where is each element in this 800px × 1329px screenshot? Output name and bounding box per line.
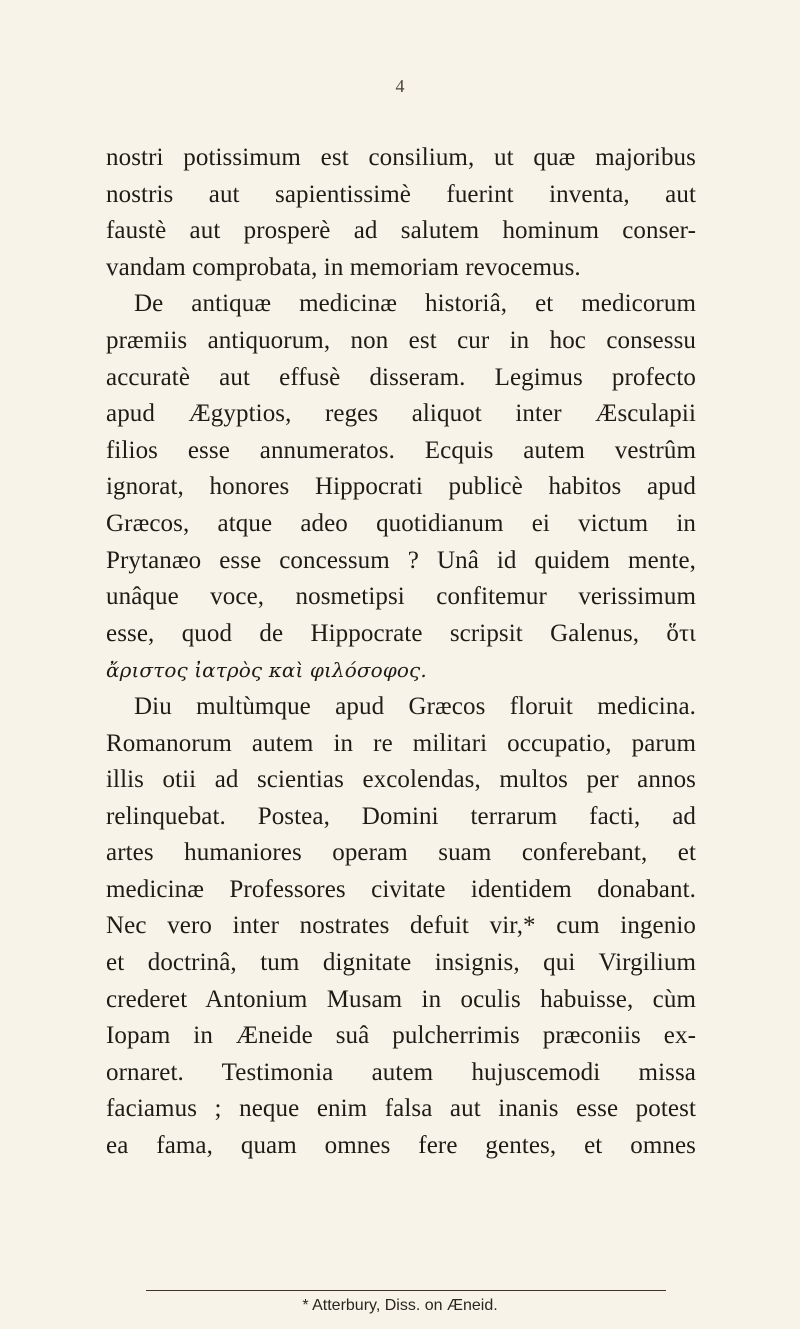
text-line: faciamus ; neque enim falsa aut inanis esse potest bbox=[106, 1095, 696, 1123]
text-line: ornaret. Testimonia autem hujuscemodi missa bbox=[106, 1058, 696, 1086]
text-line: ea fama, quam omnes fere gentes, et omnes bbox=[106, 1132, 696, 1160]
footnote: * Atterbury, Diss. on Æneid. bbox=[302, 1297, 498, 1314]
text-line: faustè aut prosperè ad salutem hominum conser- bbox=[106, 217, 696, 245]
text-line: relinquebat. Postea, Domini terrarum facti, ad bbox=[106, 802, 696, 830]
text-line: Nec vero inter nostrates defuit vir,* cum ingenio bbox=[106, 912, 696, 940]
text-line: artes humaniores operam suam conferebant, et bbox=[106, 839, 696, 867]
text-line: accuratè aut effusè disseram. Legimus profecto bbox=[106, 363, 696, 391]
text-line: apud Ægyptios, reges aliquot inter Æsculapii bbox=[106, 400, 696, 428]
footnote-divider bbox=[146, 1290, 666, 1291]
greek-quote-line: ἄριστος ἰατρὸς καὶ φιλόσοφος. bbox=[106, 658, 427, 683]
body-text bbox=[106, 140, 696, 1165]
text-line: Græcos, atque adeo quotidianum ei victum in bbox=[106, 509, 696, 537]
text-line: et doctrinâ, tum dignitate insignis, qui Virgilium bbox=[106, 949, 696, 977]
text-line: Romanorum autem in re militari occupatio, parum bbox=[106, 729, 696, 757]
text-line: Prytanæo esse concessum ? Unâ id quidem mente, bbox=[106, 546, 696, 574]
text-line: nostris aut sapientissimè fuerint inventa, aut bbox=[106, 180, 696, 208]
paragraph-start-line: De antiquæ medicinæ historiâ, et medicorum bbox=[134, 290, 696, 318]
text-line: illis otii ad scientias excolendas, multos per annos bbox=[106, 766, 696, 794]
paragraph-start-line: Diu multùmque apud Græcos floruit medicina. bbox=[134, 692, 696, 720]
text-line: vandam comprobata, in memoriam revocemus. bbox=[106, 253, 581, 281]
text-line: crederet Antonium Musam in oculis habuisse, cùm bbox=[106, 985, 696, 1013]
text-line: esse, quod de Hippocrate scripsit Galenus, ὅτι bbox=[106, 619, 696, 647]
text-line: unâque voce, nosmetipsi confitemur verissimum bbox=[106, 583, 696, 611]
text-line: medicinæ Professores civitate identidem donabant. bbox=[106, 875, 696, 903]
text-line: Iopam in Æneide suâ pulcherrimis præconiis ex- bbox=[106, 1022, 696, 1050]
page-number: 4 bbox=[395, 76, 405, 96]
text-line: nostri potissimum est consilium, ut quæ majoribus bbox=[106, 144, 696, 171]
text-line: filios esse annumeratos. Ecquis autem vestrûm bbox=[106, 436, 696, 464]
text-line: ignorat, honores Hippocrati publicè habitos apud bbox=[106, 473, 696, 501]
text-line: præmiis antiquorum, non est cur in hoc consessu bbox=[106, 326, 696, 354]
